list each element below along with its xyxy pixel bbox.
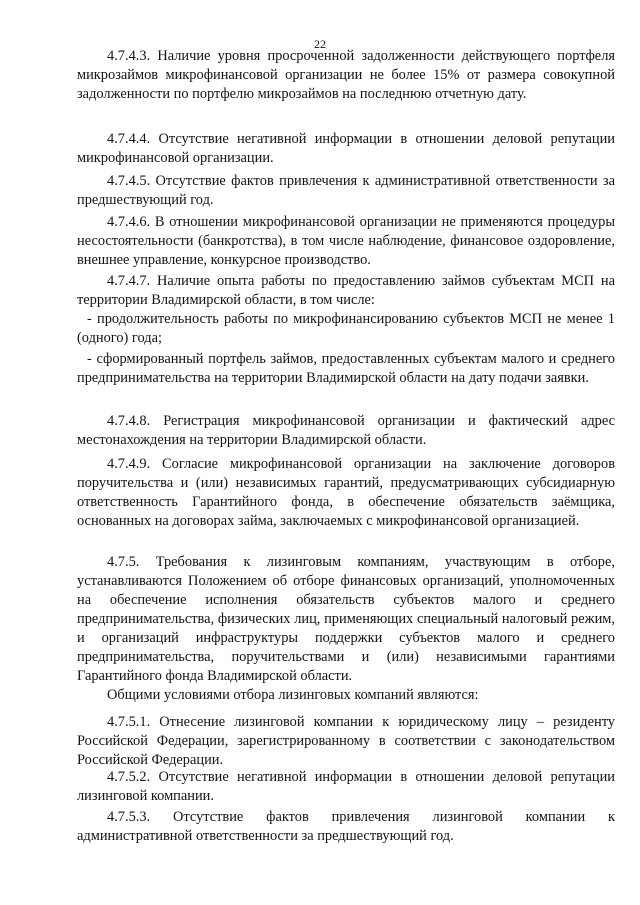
- paragraph-4-7-4-6: 4.7.4.6. В отношении микрофинансовой организации не применяются процедуры несостоятельности (банкротства), в том числе наблюдение, финансовое оздоровление, внешнее управление, конкурсное производство.: [77, 214, 615, 268]
- paragraph-4-7-4-3: 4.7.4.3. Наличие уровня просроченной задолженности действующего портфеля микрозаймов микрофинансовой организации не более 15% от размера совокупной задолженности по портфелю микрозаймов на последнюю отчетную дату.: [77, 48, 615, 102]
- paragraph-4-7-4-5: 4.7.4.5. Отсутствие фактов привлечения к административной ответственности за предшествующий год.: [77, 173, 615, 208]
- paragraph-general-conditions: Общими условиями отбора лизинговых компаний являются:: [107, 687, 479, 703]
- paragraph-4-7-4-8: 4.7.4.8. Регистрация микрофинансовой организации и фактический адрес местонахождения на территории Владимирской области.: [77, 413, 615, 448]
- paragraph-4-7-5: 4.7.5. Требования к лизинговым компаниям, участвующим в отборе, устанавливаются Положением об отборе финансовых организаций, уполномоченных на обеспечение исполнения обязательств субъектов малого и среднего предпринимательства, физических лиц, применяющих специальный налоговый режим, и организаций инфраструктуры поддержки субъектов малого и среднего предпринимательства, поручительствами и (или) независимыми гарантиями Гарантийного фонда Владимирской области.: [77, 554, 615, 684]
- paragraph-4-7-5-3: 4.7.5.3. Отсутствие фактов привлечения лизинговой компании к административной ответственности за предшествующий год.: [77, 809, 615, 844]
- list-item-portfolio: - сформированный портфель займов, предоставленных субъектам малого и среднего предпринимательства на территории Владимирской области на дату подачи заявки.: [77, 351, 615, 386]
- list-item-duration: - продолжительность работы по микрофинансированию субъектов МСП не менее 1 (одного) года;: [77, 311, 615, 346]
- paragraph-4-7-4-7: 4.7.4.7. Наличие опыта работы по предоставлению займов субъектам МСП на территории Владимирской области, в том числе:: [77, 273, 615, 308]
- paragraph-4-7-4-4: 4.7.4.4. Отсутствие негативной информации в отношении деловой репутации микрофинансовой организации.: [77, 131, 615, 166]
- paragraph-4-7-4-9: 4.7.4.9. Согласие микрофинансовой организации на заключение договоров поручительства и (или) независимых гарантий, предусматривающих субсидиарную ответственность Гарантийного фонда, в обеспечение обязательств заёмщика, основанных на договорах займа, заключаемых с микрофинансовой организацией.: [77, 456, 615, 529]
- paragraph-4-7-5-1: 4.7.5.1. Отнесение лизинговой компании к юридическому лицу – резиденту Российской Федерации, зарегистрированному в соответствии с законодательством Российской Федерации.: [77, 714, 615, 768]
- paragraph-4-7-5-2: 4.7.5.2. Отсутствие негативной информации в отношении деловой репутации лизинговой компании.: [77, 769, 615, 804]
- page-number: 22: [314, 37, 326, 51]
